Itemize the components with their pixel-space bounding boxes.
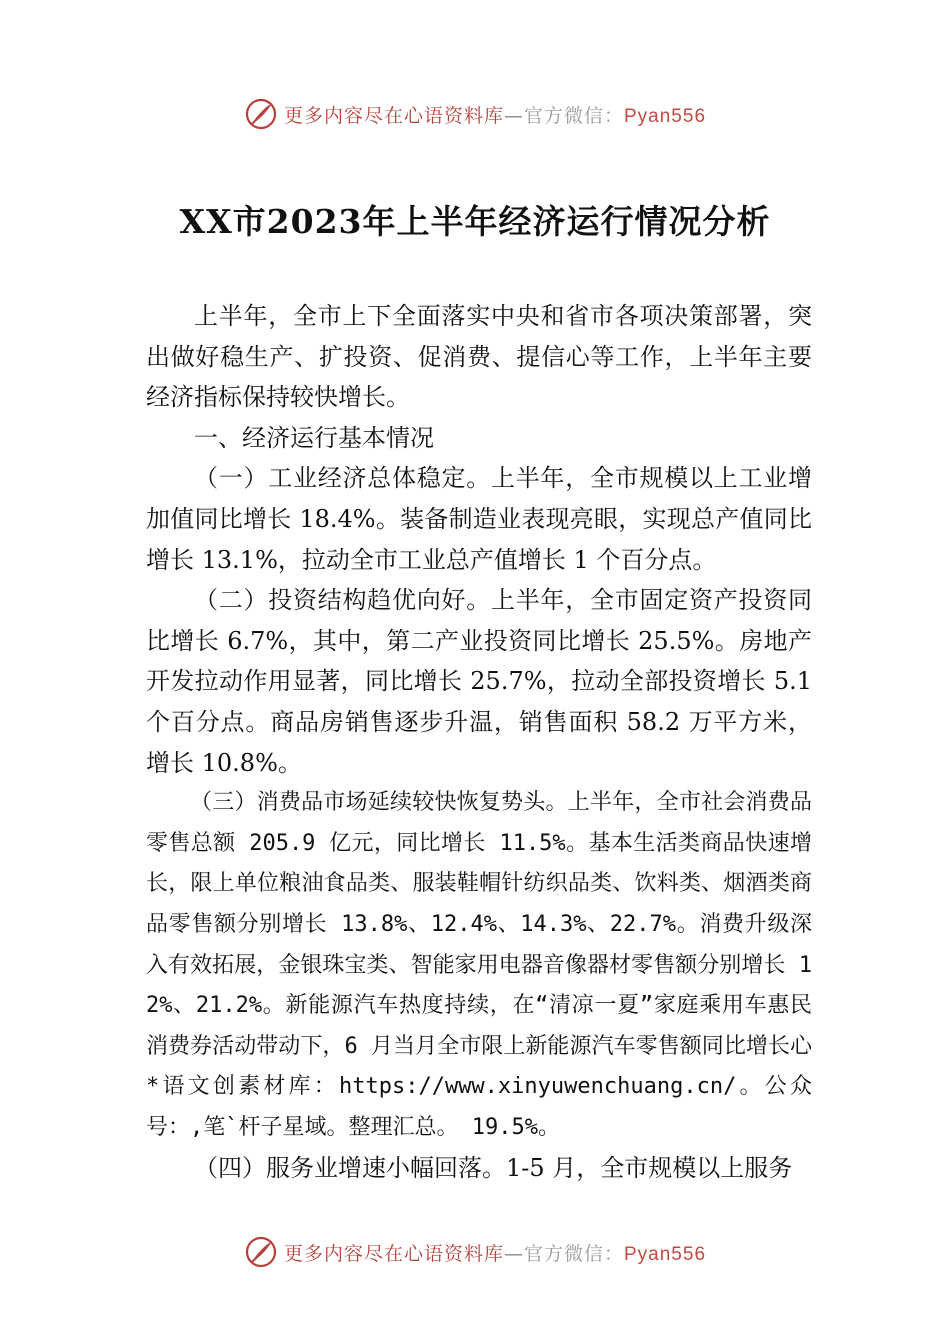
quill-logo-icon: [244, 97, 278, 131]
quill-logo-icon: [244, 1235, 278, 1269]
paragraph-consumption: （三）消费品市场延续较快恢复势头。上半年，全市社会消费品零售总额 205.9 亿元，同比增长 11.5%。基本生活类商品快速增长，限上单位粮油食品类、服装鞋帽针纺织品类、饮料类、烟酒类商品零售额分别增长 13.8%、12.4%、14.3%、22.7%。消费升级深入有效拓展，金银珠宝类、智能家用电器音像器材零售额分别增长 12%、21.2%。新能源汽车热度持续，在“清凉一夏”家庭乘用车惠民消费券活动带动下，6 月当月全市限上新能源汽车零售额同比增长心*语文创素材库：https://www.xinyuwenchuang.cn/。公众号：,笔`杆子星域。整理汇总。 19.5%。: [146, 790, 812, 1140]
watermark-text: [284, 101, 706, 128]
watermark-separator: —: [503, 1242, 524, 1265]
watermark-handle: Pyan556: [624, 1243, 707, 1265]
watermark-brand: 更多内容尽在心语资料库: [283, 104, 504, 127]
paragraph-intro: 上半年，全市上下全面落实中央和省市各项决策部署，突出做好稳生产、扩投资、促消费、提信心等工作，上半年主要经济指标保持较快增长。: [146, 302, 812, 412]
watermark-separator: —: [503, 104, 524, 127]
watermark-label: 官方微信：: [523, 1242, 624, 1265]
watermark-label: 官方微信：: [523, 104, 624, 127]
section-heading: 一、经济运行基本情况: [194, 423, 434, 452]
watermark-header: [0, 94, 950, 134]
watermark-footer: [0, 1232, 950, 1272]
paragraph-industry: （一）工业经济总体稳定。上半年，全市规模以上工业增加值同比增长 18.4%。装备制造业表现亮眼，实现总产值同比增长 13.1%，拉动全市工业总产值增长 1 个百分点。: [146, 464, 812, 574]
watermark-text: [284, 1239, 706, 1266]
watermark-handle: Pyan556: [624, 105, 707, 127]
paragraph-services: （四）服务业增速小幅回落。1-5 月，全市规模以上服务: [194, 1154, 793, 1183]
document-body: [146, 296, 812, 1189]
watermark-brand: 更多内容尽在心语资料库: [283, 1242, 504, 1265]
paragraph-investment: （二）投资结构趋优向好。上半年，全市固定资产投资同比增长 6.7%，其中，第二产业投资同比增长 25.5%。房地产开发拉动作用显著，同比增长 25.7%，拉动全部投资增长 5.1 个百分点。商品房销售逐步升温，销售面积 58.2 万平方米，增长 10.8%。: [146, 586, 812, 777]
document-title: XX市2023年上半年经济运行情况分析: [179, 202, 771, 241]
